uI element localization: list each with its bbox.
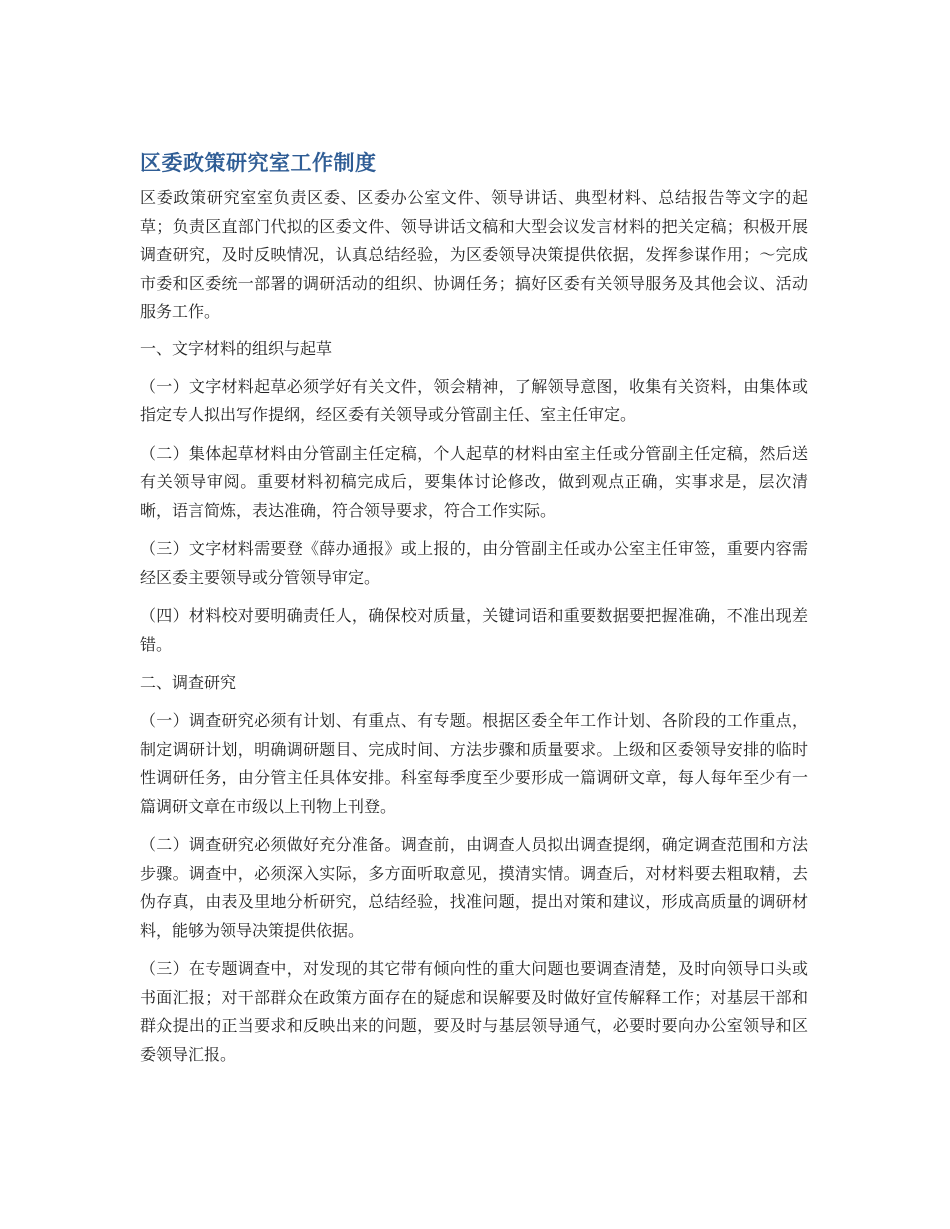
intro-paragraph: 区委政策研究室室负责区委、区委办公室文件、领导讲话、典型材料、总结报告等文字的起草；负责区直部门代拟的区委文件、领导讲话文稿和大型会议发言材料的把关定稿；积极开展调查研究，及时反映情况，认真总结经验，为区委领导决策提供依据，发挥参谋作用；～完成市委和区委统一部署的调研活动的组织、协调任务；搞好区委有关领导服务及其他会议、活动服务工作。 [140, 188, 808, 321]
section-item: （二）调查研究必须做好充分准备。调查前，由调查人员拟出调查提纲，确定调查范围和方法步骤。调查中，必须深入实际，多方面听取意见，摸清实情。调查后，对材料要去粗取精，去伪存真，由表及里地分析研究，总结经验，找准问题，提出对策和建议，形成高质量的调研材料，能够为领导决策提供依据。 [140, 835, 808, 940]
section-item: （一）文字材料起草必须学好有关文件，领会精神，了解领导意图，收集有关资料，由集体或指定专人拟出写作提纲，经区委有关领导或分管副主任、室主任审定。 [140, 376, 808, 424]
section-research [140, 669, 808, 1069]
section-item: （四）材料校对要明确责任人，确保校对质量，关键词语和重要数据要把握准确，不准出现差错。 [140, 606, 808, 654]
section-heading: 二、调查研究 [140, 673, 237, 692]
section-item: （二）集体起草材料由分管副主任定稿，个人起草的材料由室主任或分管副主任定稿，然后送有关领导审阅。重要材料初稿完成后，要集体讨论修改，做到观点正确，实事求是，层次清晰，语言简炼，表达准确，符合领导要求，符合工作实际。 [140, 443, 808, 520]
section-item: （一）调查研究必须有计划、有重点、有专题。根据区委全年工作计划、各阶段的工作重点，制定调研计划，明确调研题目、完成时间、方法步骤和质量要求。上级和区委领导安排的临时性调研任务，由分管主任具体安排。科室每季度至少要形成一篇调研文章，每人每年至少有一篇调研文章在市级以上刊物上刊登。 [140, 711, 808, 816]
document-page [140, 148, 808, 1079]
section-heading: 一、文字材料的组织与起草 [140, 338, 333, 358]
section-item: （三）文字材料需要登《薛办通报》或上报的，由分管副主任或办公室主任审签，重要内容需经区委主要领导或分管领导审定。 [140, 539, 808, 587]
document-title: 区委政策研究室工作制度 [140, 151, 377, 175]
section-writing [140, 335, 808, 660]
section-item: （三）在专题调查中，对发现的其它带有倾向性的重大问题也要调查清楚，及时向领导口头或书面汇报；对干部群众在政策方面存在的疑虑和误解要及时做好宣传解释工作；对基层干部和群众提出的正当要求和反映出来的问题，要及时与基层领导通气，必要时要向办公室领导和区委领导汇报。 [140, 959, 808, 1064]
